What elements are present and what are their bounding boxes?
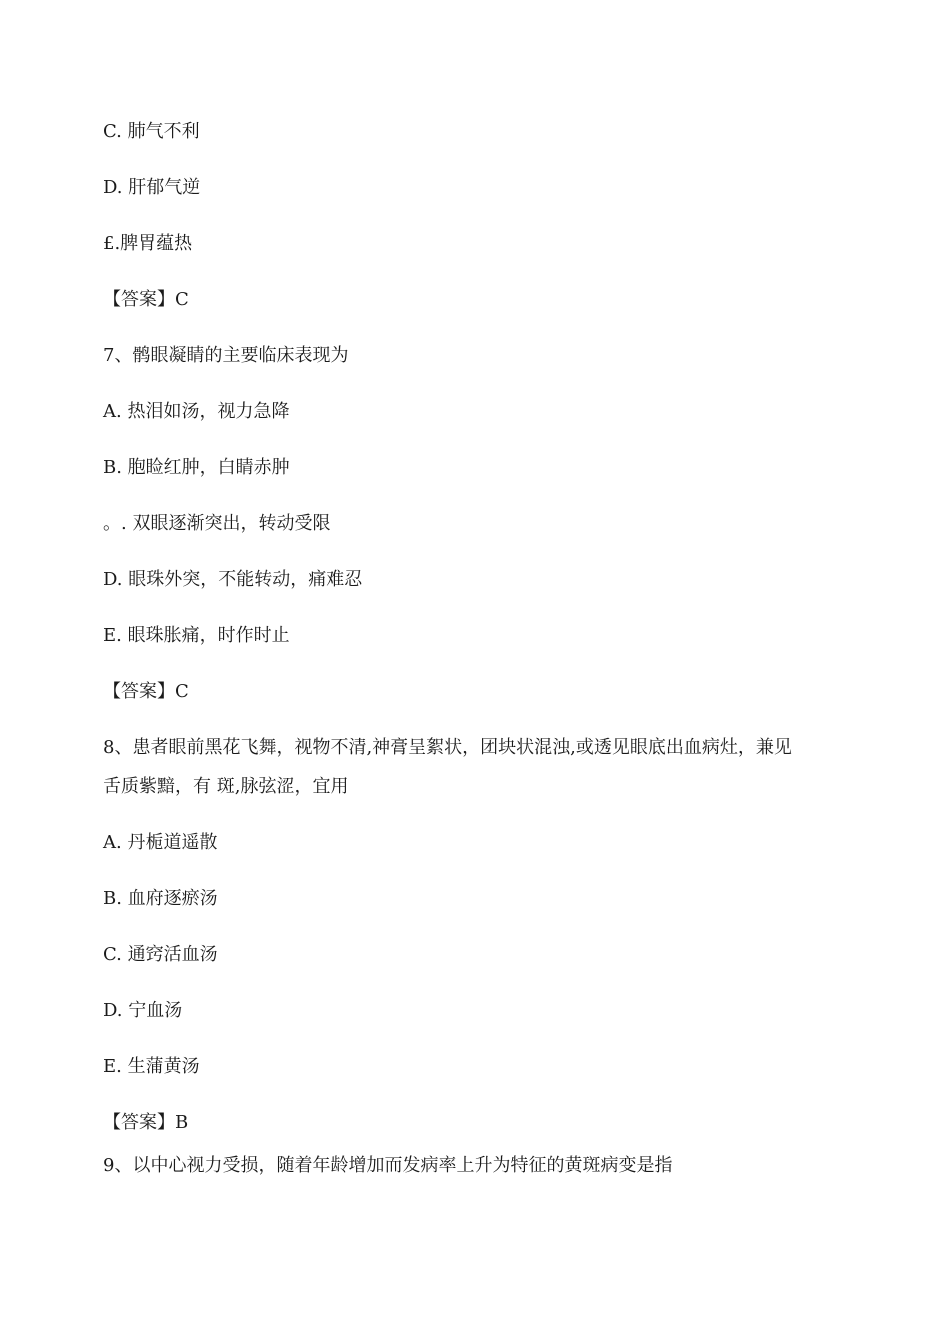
q8-option-d: D. 宁血汤	[103, 1000, 183, 1021]
q6-option-c: C. 肺气不利	[103, 121, 200, 142]
q7-answer: 【答案】C	[103, 681, 189, 702]
q6-option-d: D. 肝郁气逆	[103, 177, 201, 198]
q8-answer: 【答案】B	[103, 1112, 189, 1133]
q8-stem-line1: 8、患者眼前黑花飞舞，视物不清,神膏呈絮状，团块状混浊,或透见眼底出血病灶，兼见	[103, 737, 792, 758]
q7-stem: 7、鹘眼凝睛的主要临床表现为	[103, 345, 349, 366]
q7-option-c: 。. 双眼逐渐突出，转动受限	[103, 513, 331, 534]
q7-option-a: A. 热泪如汤，视力急降	[103, 401, 290, 422]
q8-stem-line2: 舌质紫黯，有 斑,脉弦涩，宜用	[103, 776, 349, 797]
q8-option-a: A. 丹栀道遥散	[103, 832, 218, 853]
q7-option-b: B. 胞睑红肿，白睛赤肿	[103, 457, 290, 478]
q8-option-c: C. 通窍活血汤	[103, 944, 218, 965]
q9-stem: 9、以中心视力受损，随着年龄增加而发病率上升为特征的黄斑病变是指	[103, 1155, 673, 1176]
q7-option-e: E. 眼珠胀痛，时作时止	[103, 625, 290, 646]
q8-option-b: B. 血府逐瘀汤	[103, 888, 218, 909]
q8-option-e: E. 生蒲黄汤	[103, 1056, 200, 1077]
q7-option-d: D. 眼珠外突，不能转动，痛难忍	[103, 569, 363, 590]
q6-option-e: £.脾胃蕴热	[103, 233, 193, 254]
q6-answer: 【答案】C	[103, 289, 189, 310]
